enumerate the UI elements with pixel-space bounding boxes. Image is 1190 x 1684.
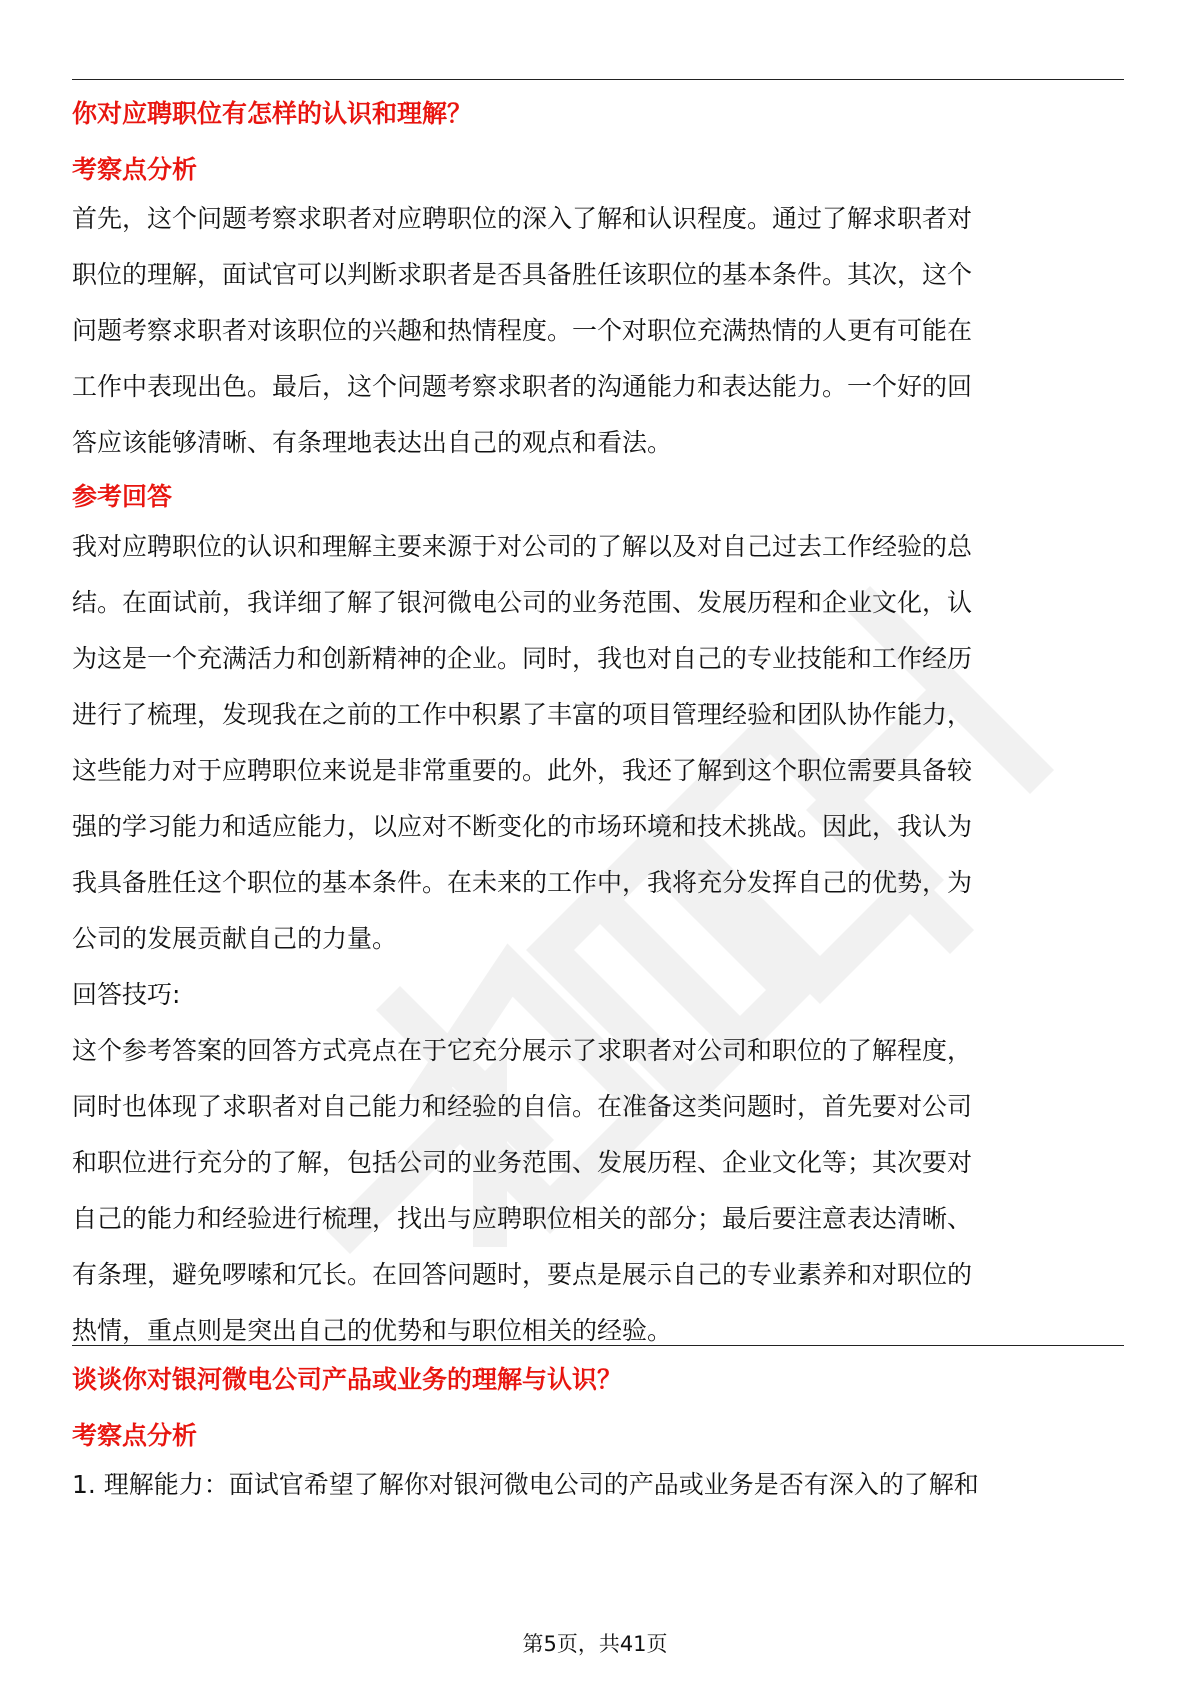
text-line: 热情，重点则是突出自己的优势和与职位相关的经验。: [72, 1316, 673, 1345]
text-line: 这个参考答案的回答方式亮点在于它充分展示了求职者对公司和职位的了解程度，: [72, 1036, 973, 1065]
text-line: 公司的发展贡献自己的力量。: [72, 924, 398, 953]
text-line: 首先，这个问题考察求职者对应聘职位的深入了解和认识程度。通过了解求职者对: [72, 204, 973, 233]
analysis-heading-1: 考察点分析: [72, 155, 198, 184]
text-line: 工作中表现出色。最后，这个问题考察求职者的沟通能力和表达能力。一个好的回: [72, 372, 973, 401]
text-line: 自己的能力和经验进行梳理，找出与应聘职位相关的部分；最后要注意表达清晰、: [72, 1204, 973, 1233]
tips-label: 回答技巧:: [72, 980, 181, 1009]
text-line: 我对应聘职位的认识和理解主要来源于对公司的了解以及对自己过去工作经验的总: [72, 532, 973, 561]
text-line: 有条理，避免啰嗦和冗长。在回答问题时，要点是展示自己的专业素养和对职位的: [72, 1260, 973, 1289]
answer-heading-1: 参考回答: [72, 482, 173, 511]
analysis-paragraph-1: [72, 191, 1124, 471]
analysis-heading-2: 考察点分析: [72, 1421, 198, 1450]
text-line: 结。在面试前，我详细了解了银河微电公司的业务范围、发展历程和企业文化，认: [72, 588, 973, 617]
text-line: 强的学习能力和适应能力，以应对不断变化的市场环境和技术挑战。因此，我认为: [72, 812, 973, 841]
text-line: 我具备胜任这个职位的基本条件。在未来的工作中，我将充分发挥自己的优势，为: [72, 868, 973, 897]
text-line: 同时也体现了求职者对自己能力和经验的自信。在准备这类问题时，首先要对公司: [72, 1092, 973, 1121]
section-divider: [72, 79, 1124, 80]
text-line: 和职位进行充分的了解，包括公司的业务范围、发展历程、企业文化等；其次要对: [72, 1148, 973, 1177]
answer-paragraph-1: [72, 519, 1124, 1359]
page-number: 第5页，共41页: [522, 1632, 668, 1656]
text-line: 职位的理解，面试官可以判断求职者是否具备胜任该职位的基本条件。其次，这个: [72, 260, 973, 289]
question-title-1: 你对应聘职位有怎样的认识和理解？: [72, 99, 473, 128]
text-line: 问题考察求职者对该职位的兴趣和热情程度。一个对职位充满热情的人更有可能在: [72, 316, 973, 345]
section-divider: [72, 1345, 1124, 1346]
analysis-paragraph-2: [72, 1457, 1124, 1513]
text-line: 进行了梳理，发现我在之前的工作中积累了丰富的项目管理经验和团队协作能力，: [72, 700, 973, 729]
text-line: 1. 理解能力：面试官希望了解你对银河微电公司的产品或业务是否有深入的了解和: [72, 1470, 979, 1499]
text-line: 这些能力对于应聘职位来说是非常重要的。此外，我还了解到这个职位需要具备较: [72, 756, 973, 785]
text-line: 为这是一个充满活力和创新精神的企业。同时，我也对自己的专业技能和工作经历: [72, 644, 973, 673]
text-line: 答应该能够清晰、有条理地表达出自己的观点和看法。: [72, 428, 673, 457]
question-title-2: 谈谈你对银河微电公司产品或业务的理解与认识？: [72, 1365, 623, 1394]
